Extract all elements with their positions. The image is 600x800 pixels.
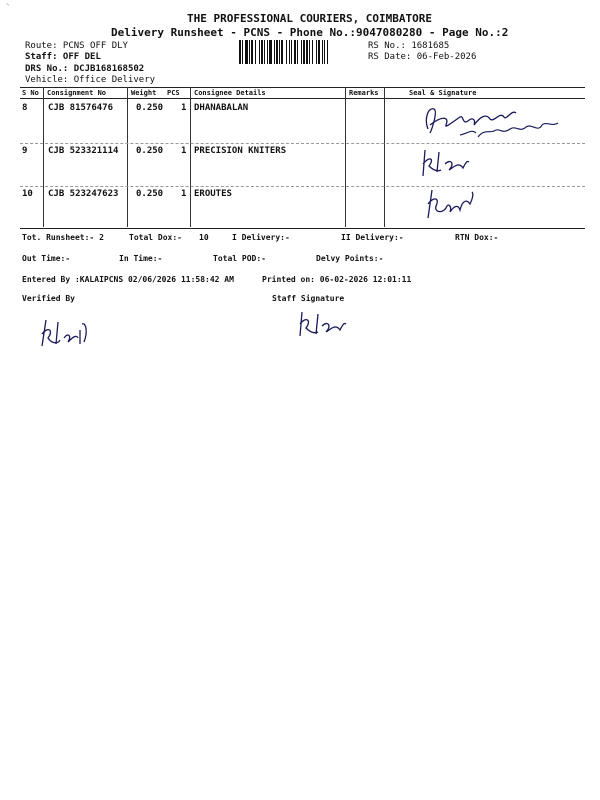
rtn-dox: RTN Dox:- <box>455 233 499 242</box>
col-divider <box>384 87 385 227</box>
delvy-points: Delvy Points:- <box>316 254 384 263</box>
staff-signature <box>294 306 354 342</box>
row-consignee: DHANABALAN <box>194 103 249 113</box>
i-delivery: I Delivery:- <box>232 233 290 242</box>
rs-date-text: RS Date: 06-Feb-2026 <box>368 52 477 62</box>
row-consignee: EROUTES <box>194 189 232 199</box>
row-consignment: CJB 523247623 <box>48 189 119 199</box>
table-bottom-rule <box>20 228 585 229</box>
verified-signature <box>38 314 94 354</box>
row-separator <box>20 186 585 187</box>
header-consignment: Consignment No <box>47 89 107 97</box>
staff-signature-label: Staff Signature <box>272 294 345 303</box>
drs-text: DRS No.: DCJB168168502 <box>25 64 145 74</box>
row-sno: 8 <box>22 103 28 113</box>
row-weight: 0.250 <box>136 146 164 156</box>
row-consignee: PRECISION KNITERS <box>194 146 287 156</box>
header-remarks: Remarks <box>349 89 379 97</box>
tot-runsheet: Tot. Runsheet:- 2 <box>22 233 104 242</box>
barcode <box>239 40 362 64</box>
col-divider <box>345 87 346 227</box>
row-separator <box>20 143 585 144</box>
runsheet-subtitle: Delivery Runsheet - PCNS - Phone No.:9047080280 - Page No.:2 <box>111 26 509 39</box>
row-consignment: CJB 81576476 <box>48 103 114 113</box>
header-weight: Weight <box>131 89 157 97</box>
row-sno: 10 <box>22 189 33 199</box>
col-divider <box>127 87 128 227</box>
rs-no-text: RS No.: 1681685 <box>368 41 450 51</box>
row-pcs: 1 <box>181 146 187 156</box>
header-sno: S No <box>22 89 39 97</box>
seal-signature-3 <box>422 184 482 224</box>
row-weight: 0.250 <box>136 103 164 113</box>
vehicle-text: Vehicle: Office Delivery <box>25 75 156 85</box>
header-consignee: Consignee Details <box>194 89 266 97</box>
header-pcs: PCS <box>167 89 180 97</box>
route-text: Route: PCNS OFF DLY <box>25 41 128 51</box>
scan-mark: ⸌ <box>6 2 10 10</box>
col-divider <box>190 87 191 227</box>
table-top-rule <box>20 87 585 88</box>
seal-signature-1 <box>420 99 570 145</box>
entered-by: Entered By :KALAIPCNS 02/06/2026 11:58:42 AM <box>22 275 234 284</box>
company-title: THE PROFESSIONAL COURIERS, COIMBATORE <box>187 12 433 25</box>
row-sno: 9 <box>22 146 28 156</box>
total-dox-value: 10 <box>199 233 209 242</box>
total-dox-label: Total Dox:- <box>129 233 182 242</box>
seal-signature-2 <box>415 142 475 182</box>
ii-delivery: II Delivery:- <box>341 233 404 242</box>
row-pcs: 1 <box>181 103 187 113</box>
out-time: Out Time:- <box>22 254 71 263</box>
printed-on: Printed on: 06-02-2026 12:01:11 <box>262 275 412 284</box>
total-pod: Total POD:- <box>213 254 266 263</box>
row-weight: 0.250 <box>136 189 164 199</box>
row-consignment: CJB 523321114 <box>48 146 119 156</box>
staff-text: Staff: OFF DEL <box>25 52 101 62</box>
in-time: In Time:- <box>119 254 163 263</box>
header-seal: Seal & Signature <box>409 89 477 97</box>
col-divider <box>43 87 44 227</box>
row-pcs: 1 <box>181 189 187 199</box>
barcode-bar <box>328 40 329 64</box>
verified-by-label: Verified By <box>22 294 75 303</box>
